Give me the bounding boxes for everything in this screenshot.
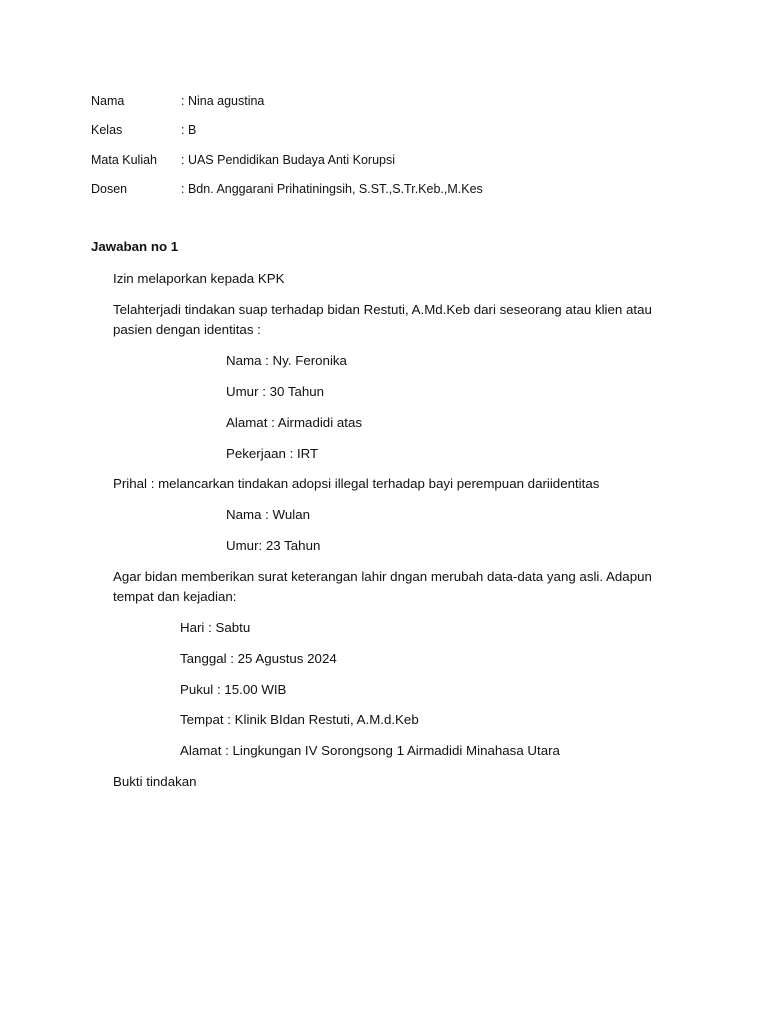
event-date: Tanggal : 25 Agustus 2024 <box>180 651 337 666</box>
patient-age: Umur : 30 Tahun <box>226 384 325 399</box>
purpose-line-1: Agar bidan memberikan surat keterangan lahir dngan merubah data-data yang asli. Adapun <box>113 569 652 584</box>
closing-line: Bukti tindakan <box>113 774 197 789</box>
info-label: Dosen <box>91 181 128 196</box>
baby-name: Nama : Wulan <box>226 507 311 522</box>
baby-age: Umur: 23 Tahun <box>226 538 321 553</box>
patient-job: Pekerjaan : IRT <box>226 446 319 461</box>
info-row-mata-kuliah <box>91 151 483 180</box>
info-label: Mata Kuliah <box>91 152 158 167</box>
report-line-2: pasien dengan identitas : <box>113 322 261 337</box>
info-value: : B <box>181 123 197 138</box>
info-row-nama <box>91 92 483 121</box>
answer-heading: Jawaban no 1 <box>91 239 179 254</box>
patient-address: Alamat : Airmadidi atas <box>226 415 362 430</box>
info-row-dosen <box>91 180 483 209</box>
event-time: Pukul : 15.00 WIB <box>180 682 287 697</box>
purpose-line-2: tempat dan kejadian: <box>113 589 237 604</box>
info-value: : UAS Pendidikan Budaya Anti Korupsi <box>181 152 396 167</box>
info-label: Nama <box>91 94 125 108</box>
report-line-1: Telahterjadi tindakan suap terhadap bidan Restuti, A.Md.Keb dari seseorang atau klien atau <box>113 302 652 317</box>
event-address: Alamat : Lingkungan IV Sorongsong 1 Airmadidi Minahasa Utara <box>180 743 560 758</box>
event-place: Tempat : Klinik BIdan Restuti, A.M.d.Keb <box>180 712 419 727</box>
info-label: Kelas <box>91 123 123 138</box>
info-value: : Bdn. Anggarani Prihatiningsih, S.ST.,S.Tr.Keb.,M.Kes <box>181 181 483 196</box>
student-info-header <box>91 92 483 209</box>
intro-line: Izin melaporkan kepada KPK <box>113 271 285 286</box>
event-day: Hari : Sabtu <box>180 620 251 635</box>
info-row-kelas <box>91 121 483 150</box>
prihal-line: Prihal : melancarkan tindakan adopsi illegal terhadap bayi perempuan dariidentitas <box>113 476 600 491</box>
info-value: : Nina agustina <box>181 94 265 108</box>
patient-name: Nama : Ny. Feronika <box>226 353 347 368</box>
